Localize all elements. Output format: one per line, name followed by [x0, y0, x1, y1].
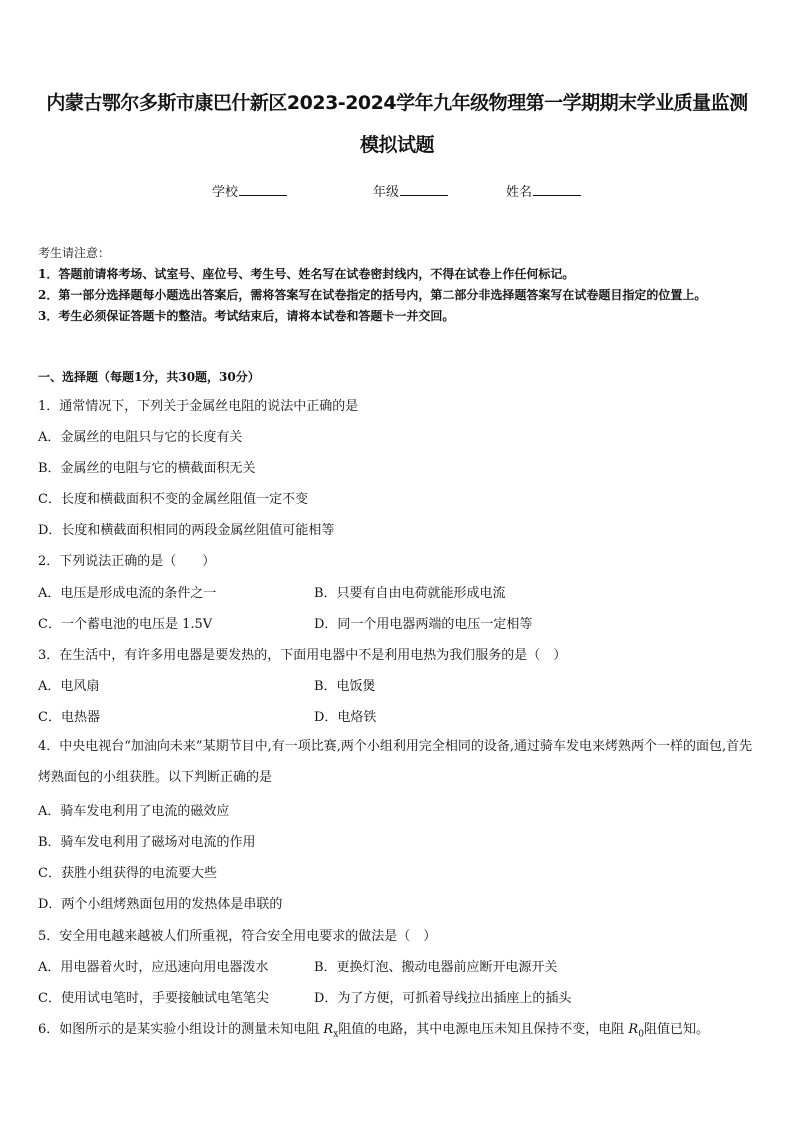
question-3-option-d: D．电烙铁: [314, 710, 377, 725]
question-4-stem: 4．中央电视台“加油向未来”某期节目中,有一项比赛,两个小组利用完全相同的设备,通过骑车发电来烤熟两个一样的面包,首先烤熟面包的小组获胜。以下判断正确的是: [38, 739, 753, 785]
question-1-stem: 1．通常情况下，下列关于金属丝电阻的说法中正确的是: [38, 399, 359, 414]
rx-subscript: x: [333, 1029, 339, 1040]
section-heading: 一、选择题（每题1分，共30题，30分）: [38, 370, 260, 384]
question-5-option-a: A．用电器着火时，应迅速向用电器泼水: [38, 960, 269, 975]
notice-item-1: 1．答题前请将考场、试室号、座位号、考生号、姓名写在试卷密封线内，不得在试卷上作任何标记。: [38, 267, 575, 281]
question-3-stem: 3．在生活中，有许多用电器是要发热的，下面用电器中不是利用电热为我们服务的是（ ）: [38, 648, 567, 663]
school-field[interactable]: [212, 181, 287, 200]
question-4-option-d: D．两个小组烤熟面包用的发热体是串联的: [38, 897, 283, 912]
question-4-option-a: A．骑车发电利用了电流的磁效应: [38, 804, 230, 819]
question-1-option-c: C．长度和横截面积不变的金属丝阻值一定不变: [38, 492, 308, 507]
notice-heading: 考生请注意：: [38, 246, 111, 260]
question-1-option-a: A．金属丝的电阻只与它的长度有关: [38, 430, 243, 445]
question-4-option-c: C．获胜小组获得的电流要大些: [38, 866, 217, 881]
question-3-option-c: C．电热器: [38, 710, 100, 725]
question-3-option-a: A．电风扇: [38, 679, 100, 694]
question-5-option-d: D．为了方便，可抓着导线拉出插座上的插头: [314, 991, 572, 1006]
exam-title-line-2: 模拟试题: [359, 134, 434, 156]
notice-item-2: 2．第一部分选择题每小题选出答案后，需将答案写在试卷指定的括号内，第二部分非选择题答案写在试卷题目指定的位置上。: [38, 288, 707, 302]
question-5-option-b: B．更换灯泡、搬动电器前应断开电源开关: [314, 960, 558, 975]
school-label: 学校: [212, 185, 239, 200]
question-5-stem: 5．安全用电越来越被人们所重视，符合安全用电要求的做法是（ ）: [38, 929, 437, 944]
exam-notice: [38, 243, 760, 327]
rx-symbol: R: [323, 1022, 334, 1037]
name-label: 姓名: [506, 185, 533, 200]
name-field[interactable]: [506, 181, 581, 200]
question-2-stem: 2．下列说法正确的是（ ）: [38, 554, 216, 569]
notice-item-3: 3．考生必须保证答题卡的整洁。考试结束后，请将本试卷和答题卡一并交回。: [38, 309, 455, 323]
grade-field[interactable]: [373, 181, 448, 200]
r0-symbol: R: [628, 1022, 639, 1037]
question-6-stem-part-1: 6．如图所示的是某实验小组设计的测量未知电阻: [38, 1022, 324, 1037]
question-2-option-a: A．电压是形成电流的条件之一: [38, 586, 217, 601]
question-4-option-b: B．骑车发电利用了磁场对电流的作用: [38, 835, 256, 850]
exam-title-line-1: 内蒙古鄂尔多斯市康巴什新区2023-2024学年九年级物理第一学期期末学业质量监测: [46, 92, 748, 114]
question-2-option-b: B．只要有自由电荷就能形成电流: [314, 586, 506, 601]
question-5-option-c: C．使用试电笔时，手要接触试电笔笔尖: [38, 991, 269, 1006]
name-blank[interactable]: [533, 183, 581, 196]
r0-subscript: 0: [638, 1029, 644, 1040]
question-6-stem-part-2: 阻值的电路，其中电源电压未知且保持不变，电阻: [338, 1022, 629, 1037]
question-6-stem-part-3: 阻值已知。: [643, 1022, 709, 1037]
school-blank[interactable]: [239, 183, 287, 196]
question-1-option-b: B．金属丝的电阻与它的横截面积无关: [38, 461, 256, 476]
question-1-option-d: D．长度和横截面积相同的两段金属丝阻值可能相等: [38, 523, 335, 538]
question-2-option-d: D．同一个用电器两端的电压一定相等: [314, 617, 533, 632]
grade-label: 年级: [373, 185, 400, 200]
grade-blank[interactable]: [400, 183, 448, 196]
question-3-option-b: B．电饭煲: [314, 679, 376, 694]
question-6-stem: [38, 1018, 709, 1040]
question-2-option-c: C．一个蓄电池的电压是 1.5V: [38, 617, 213, 632]
